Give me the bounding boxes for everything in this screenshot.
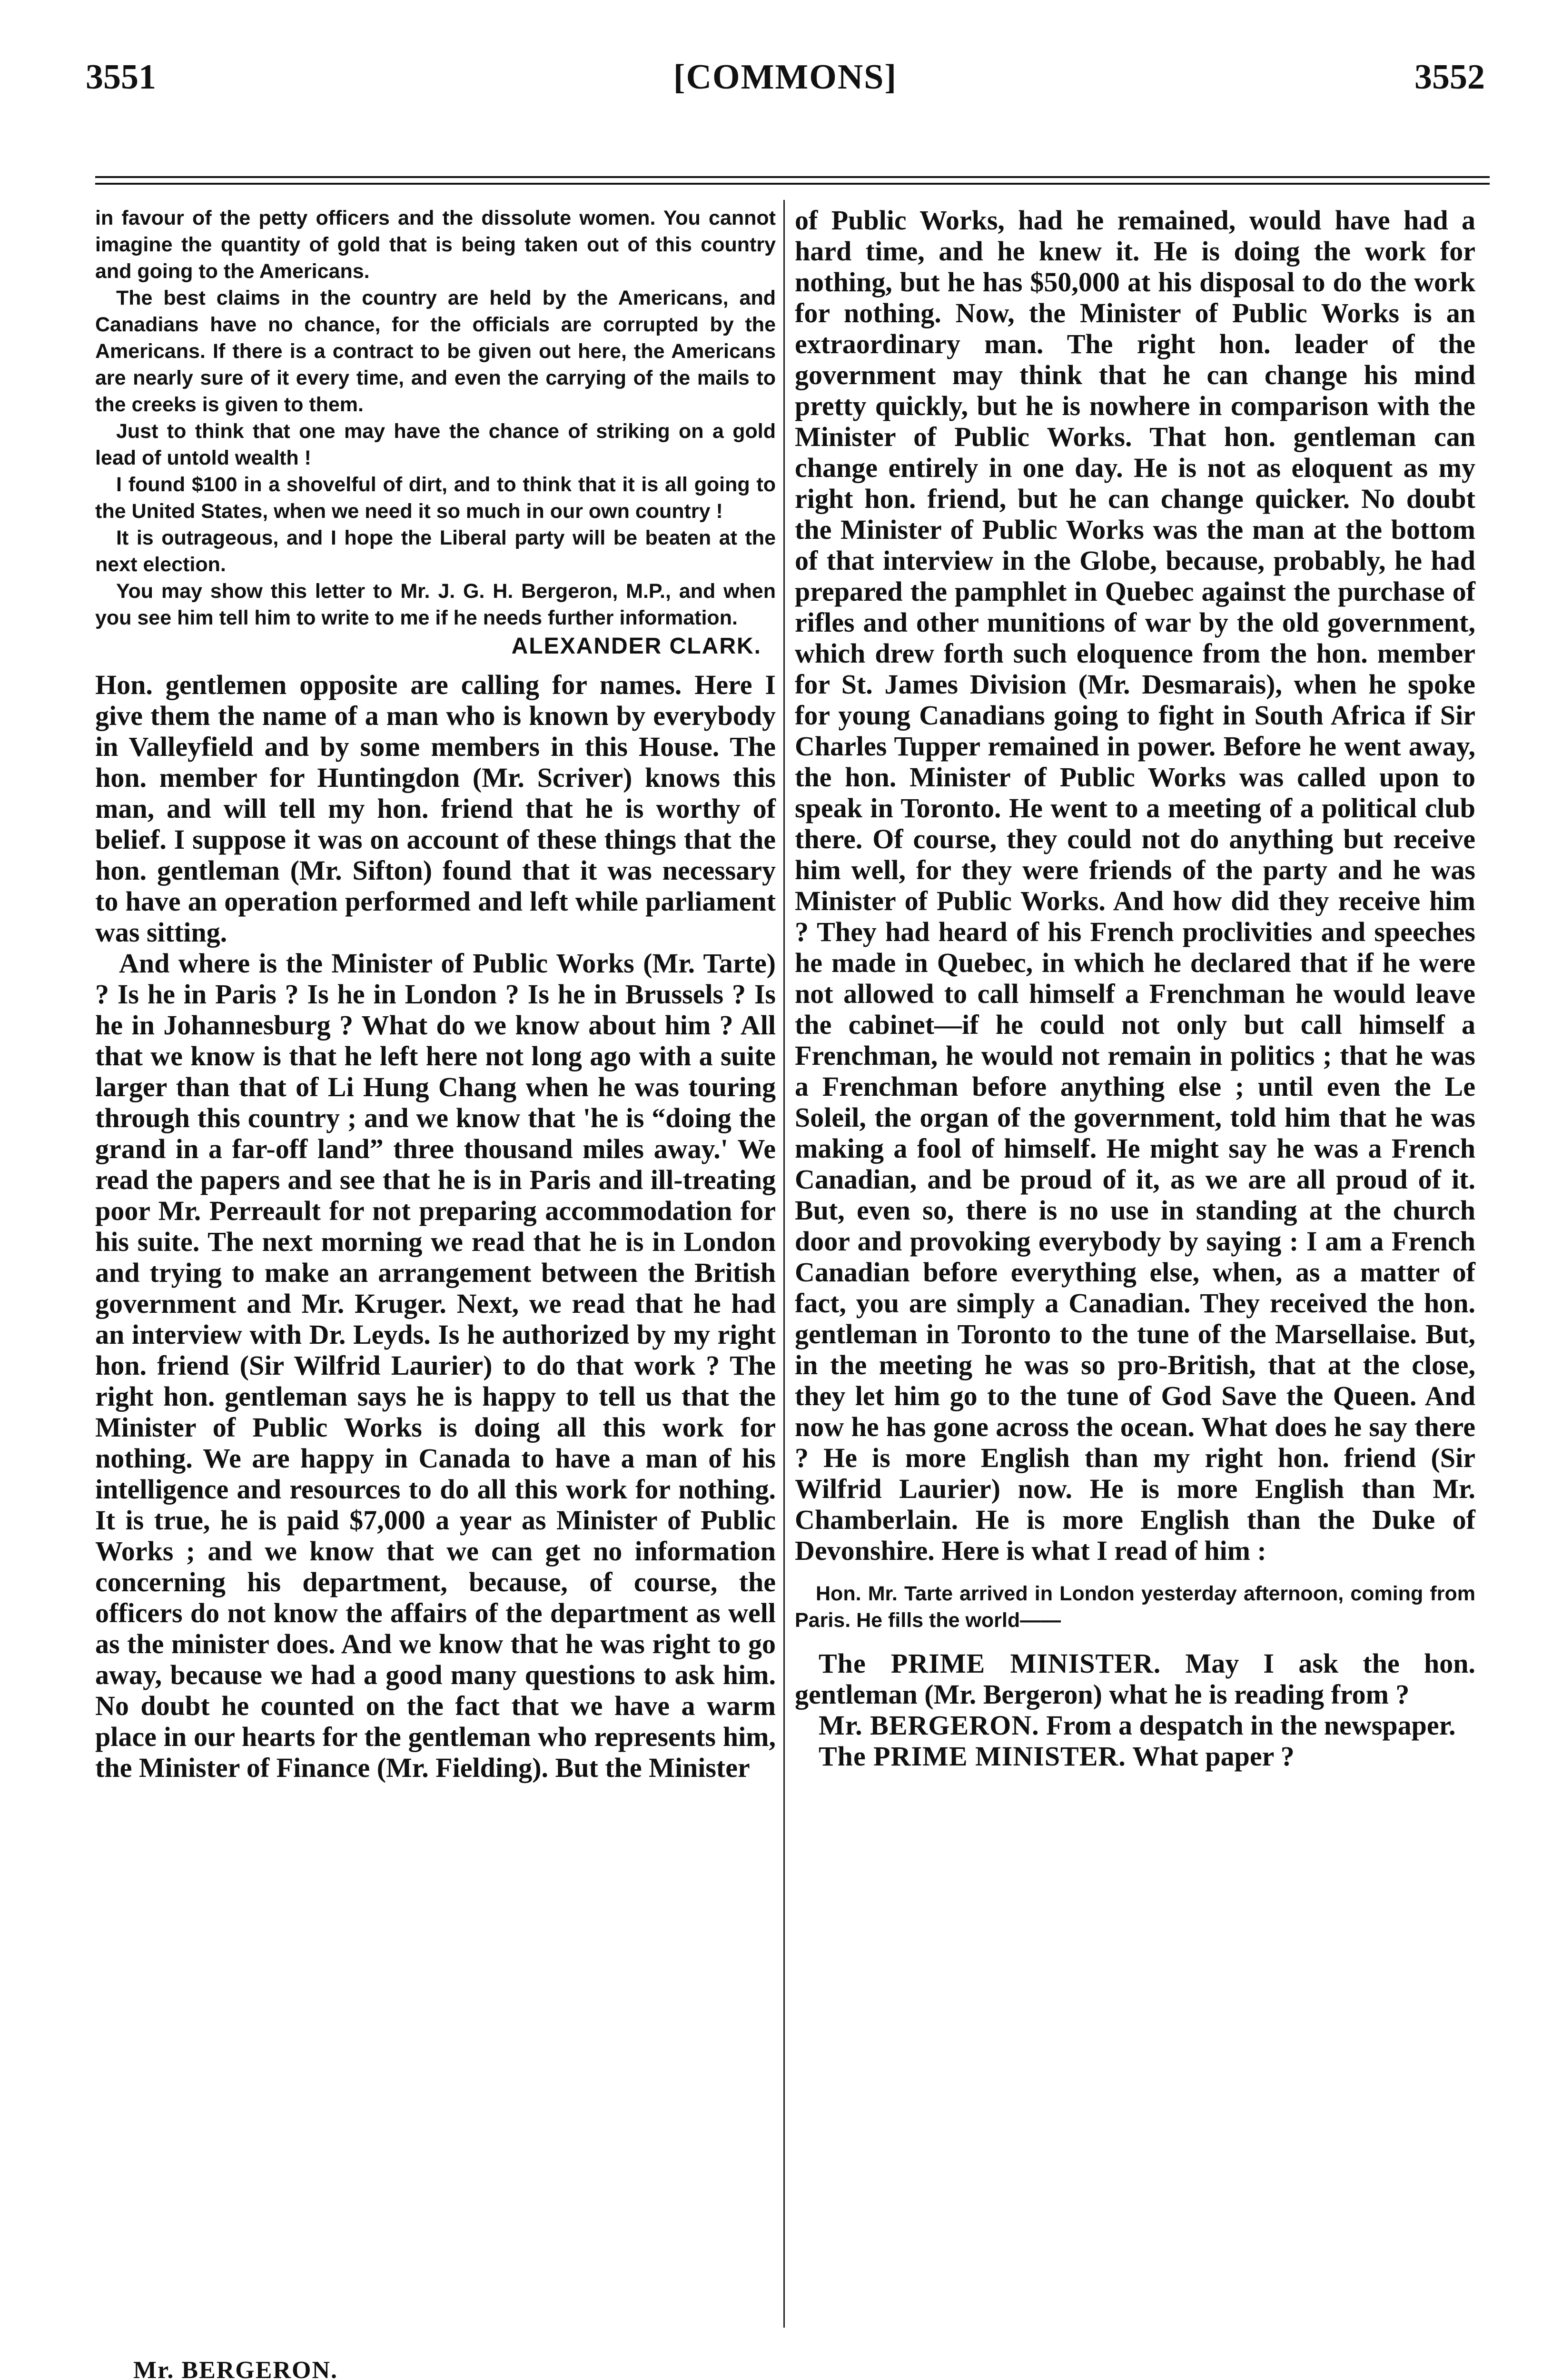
left-body-text bbox=[95, 669, 776, 1783]
column-divider bbox=[783, 200, 785, 2328]
header-rules bbox=[95, 176, 1490, 189]
letter-quote bbox=[95, 205, 776, 660]
quote-text: Hon. Mr. Tarte arrived in London yesterday afternoon, coming from Paris. He fills the world—— bbox=[795, 1582, 1475, 1632]
speaker-name: Mr. BERGERON. bbox=[819, 1710, 1039, 1741]
speech-text: What paper ? bbox=[1132, 1741, 1295, 1772]
speech bbox=[795, 1710, 1475, 1741]
letter-signature: ALEXANDER CLARK. bbox=[511, 634, 761, 659]
speech bbox=[795, 1648, 1475, 1710]
page-header bbox=[86, 57, 1485, 109]
body-paragraph: And where is the Minister of Public Works (Mr. Tarte) ? Is he in Paris ? Is he in London ? Is he in Brussels ? Is he in Johannesburg ? What do we know about him ? All that we know is that he left here not long ago with a suite larger than that of Li Hung Chang when he was touring through this country ; and we know that 'he is “doing the grand in a far-off land” three thousand miles away.' We read the papers and see that he is in Paris and ill-treating poor Mr. Perreault for not preparing accommodation for his suite. The next morning we read that he is in London and trying to make an arrangement between the British government and Mr. Kruger. Next, we read that he had an interview with Dr. Leyds. Is he authorized by my right hon. friend (Sir Wilfrid Laurier) to do that work ? The right hon. gentleman says he is happy to tell us that the Minister of Public Works is doing all this work for nothing. We are happy in Canada to have a man of his intelligence and resources to do all this work for nothing. It is true, he is paid $7,000 a year as Minister of Public Works ; and we know that we can get no information concerning his department, because, of course, the officers do not know the affairs of the department as well as the minister does. And we know that he was right to go away, because we had a good many questions to ask him. No doubt he counted on the fact that we have a warm place in our hearts for the gentleman who represents him, the Minister of Finance (Mr. Fielding). But the Minister bbox=[95, 948, 776, 1783]
body-paragraph: of Public Works, had he remained, would have had a hard time, and he knew it. He is doing the work for nothing, but he has $50,000 at his disposal to do the work for nothing. Now, the Minister of Public Works is an extraordinary man. The right hon. leader of the government may think that he can change his mind pretty quickly, but he is nowhere in comparison with the Minister of Public Works. That hon. gentleman can change entirely in one day. He is not as eloquent as my right hon. friend, but he can change quicker. No doubt the Minister of Public Works was the man at the bottom of that interview in the Globe, because, probably, he had prepared the pamphlet in Quebec against the purchase of rifles and other munitions of war by the old government, which drew forth such eloquence from the hon. member for St. James Division (Mr. Desmarais), when he spoke for young Canadians going to fight in South Africa if Sir Charles Tupper remained in power. Before he went away, the hon. Minister of Public Works was called upon to speak in Toronto. He went to a meeting of a political club there. Of course, they could not do anything but receive him well, for they were friends of the party and he was Minister of Public Works. And how did they receive him ? They had heard of his French proclivities and speeches he made in Quebec, in which he declared that if he were not allowed to call himself a Frenchman he would leave the cabinet—if he could not only but call himself a Frenchman, he would not remain in politics ; that he was a Frenchman before anything else ; until even the Le Soleil, the organ of the government, told him that he was making a fool of himself. He might say he was a French Canadian, and be proud of it, as we are all proud of it. But, even so, there is no use in standing at the church door and provoking everybody by saying : I am a French Canadian before everything else, when, as a matter of fact, you are simply a Canadian. They received the hon. gentleman in Toronto to the tune of the Marsellaise. But, in the meeting he was so pro-British, that at the close, they let him go to the tune of God Save the Queen. And now he has gone across the ocean. What does he say there ? He is more English than my right hon. friend (Sir Wilfrid Laurier) now. He is more English than Mr. Chamberlain. He is more English than the Duke of Devonshire. Here is what I read of him : bbox=[795, 205, 1475, 1566]
letter-paragraph: It is outrageous, and I hope the Liberal party will be beaten at the next election. bbox=[95, 526, 776, 576]
speech bbox=[795, 1741, 1475, 1772]
right-body-text bbox=[795, 205, 1475, 1566]
letter-paragraph: in favour of the petty officers and the dissolute women. You cannot imagine the quantity of gold that is being taken out of this country and going to the Americans. bbox=[95, 207, 776, 283]
newspaper-quote bbox=[795, 1580, 1475, 1634]
page-footer-speaker: Mr. BERGERON. bbox=[133, 2357, 338, 2380]
letter-paragraph: Just to think that one may have the chance of striking on a gold lead of untold wealth ! bbox=[95, 420, 776, 469]
body-paragraph: Hon. gentlemen opposite are calling for names. Here I give them the name of a man who is known by everybody in Valleyfield and by some members in this House. The hon. member for Huntingdon (Mr. Scriver) knows this man, and will tell my hon. friend that he is worthy of belief. I suppose it was on account of these things that the hon. gentleman (Mr. Sifton) found that it was necessary to have an operation performed and left while parliament was sitting. bbox=[95, 669, 776, 948]
letter-paragraph: I found $100 in a shovelful of dirt, and to think that it is all going to the United States, when we need it so much in our own country ! bbox=[95, 473, 776, 523]
speaker-name: The PRIME MINISTER. bbox=[819, 1741, 1126, 1772]
letter-paragraph: You may show this letter to Mr. J. G. H. Bergeron, M.P., and when you see him tell him to write to me if he needs further information. bbox=[95, 580, 776, 629]
page-title: [COMMONS] bbox=[673, 58, 898, 97]
page-number-left: 3551 bbox=[86, 58, 156, 97]
left-column bbox=[95, 205, 776, 1783]
page-number-right: 3552 bbox=[1414, 58, 1485, 97]
speech-text: From a despatch in the newspaper. bbox=[1046, 1710, 1456, 1741]
speech-text: May I ask the hon. gentleman (Mr. Bergeron) what he is reading from ? bbox=[795, 1648, 1475, 1710]
exchange bbox=[795, 1648, 1475, 1772]
speaker-name: The PRIME MINISTER. bbox=[819, 1648, 1161, 1679]
letter-paragraph: The best claims in the country are held by the Americans, and Canadians have no chance, for the officials are corrupted by the Americans. If there is a contract to be given out here, the Americans are nearly sure of it every time, and even the carrying of the mails to the creeks is given to them. bbox=[95, 287, 776, 416]
right-column bbox=[795, 205, 1475, 1772]
